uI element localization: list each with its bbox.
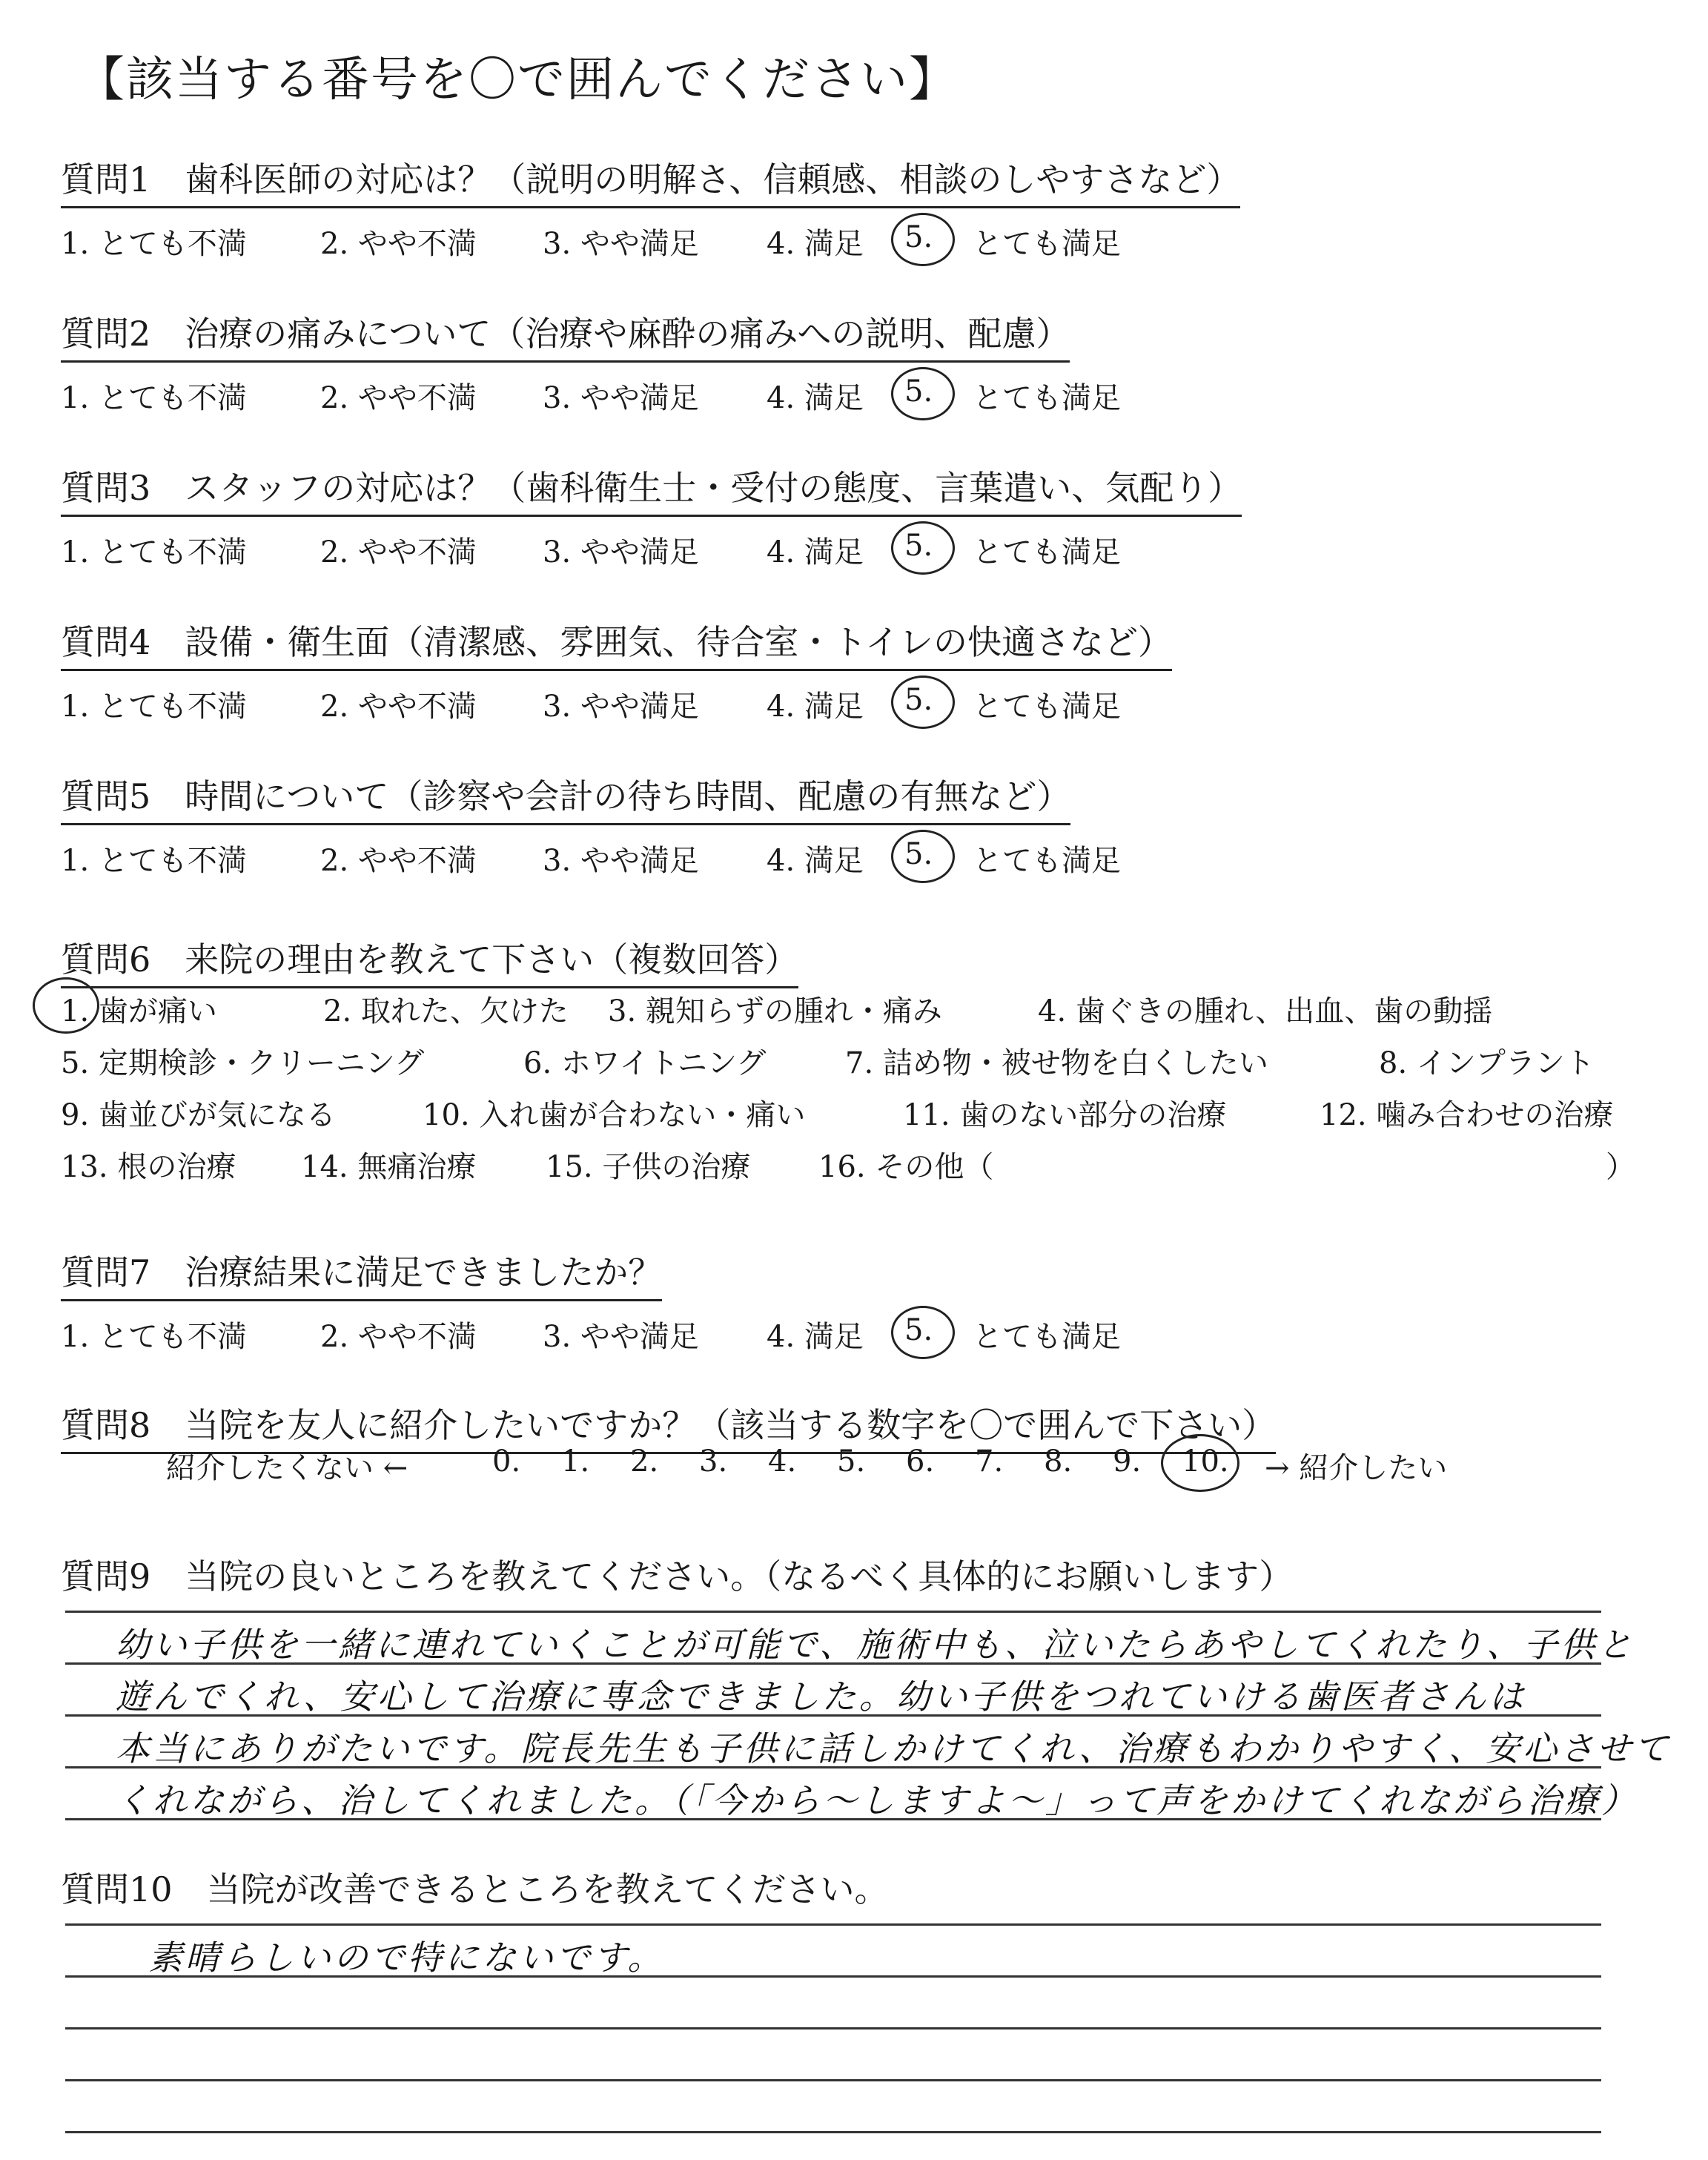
rating-option[interactable]: 2. やや不満 [320, 535, 477, 569]
reason-option[interactable]: 4. 歯ぐきの腫れ、出血、歯の動揺 [1038, 994, 1493, 1028]
rating-option[interactable]: 5. [904, 1313, 933, 1347]
question-3 [61, 461, 1242, 569]
question-6 [61, 933, 798, 988]
recommend-option[interactable]: 10. [1182, 1444, 1229, 1479]
handwritten-answer-line: くれながら、治してくれました。（「今から～しますよ～」って声をかけてくれながら治療） [116, 1780, 1638, 1820]
question-7-options [61, 1313, 1121, 1354]
reason-option[interactable]: 9. 歯並びが気になる [61, 1098, 336, 1132]
rating-option[interactable]: 5. [904, 683, 933, 717]
ruled-line [65, 1923, 1601, 1926]
question-10-title: 質問10 当院が改善できるところを教えてください。 [61, 1869, 889, 1909]
reason-option[interactable]: 10. 入れ歯が合わない・痛い [423, 1098, 806, 1132]
rating-option[interactable]: 3. やや満足 [543, 381, 699, 415]
reason-option[interactable]: 6. ホワイトニング [523, 1046, 767, 1080]
handwritten-answer-line: 遊んでくれ、安心して治療に専念できました。幼い子供をつれていける歯医者さんは [116, 1677, 1526, 1717]
reason-option[interactable]: 7. 詰め物・被せ物を白くしたい [845, 1046, 1268, 1080]
rating-options [61, 529, 1242, 569]
rating-options [61, 837, 1121, 878]
rating-option[interactable]: 2. やや不満 [320, 227, 477, 261]
rating-option[interactable]: 5. [904, 374, 933, 409]
rating-options [61, 683, 1172, 724]
ruled-line [65, 1611, 1601, 1613]
ruled-line [65, 2131, 1601, 2133]
reason-option[interactable]: 11. 歯のない部分の治療 [903, 1098, 1227, 1132]
q8-left-label: 紹介したくない ← [166, 1451, 408, 1485]
question-title: 質問1 歯科医師の対応は？（説明の明解さ、信頼感、相談のしやすさなど） [61, 153, 1240, 208]
reason-option[interactable]: 15. 子供の治療 [546, 1150, 751, 1184]
selected-recommend-circle [1161, 1434, 1239, 1492]
selected-answer-circle [891, 676, 955, 729]
rating-option[interactable]: 4. 満足 [767, 844, 864, 878]
rating-option[interactable]: 5. [904, 837, 933, 871]
question-2 [61, 307, 1121, 415]
recommend-option[interactable]: 5. [837, 1444, 866, 1479]
reason-option[interactable]: 14. 無痛治療 [301, 1150, 477, 1184]
handwritten-answer-line: 幼い子供を一緒に連れていくことが可能で、施術中も、泣いたらあやしてくれたり、子供と [116, 1625, 1635, 1665]
question-title: 質問2 治療の痛みについて（治療や麻酔の痛みへの説明、配慮） [61, 307, 1070, 363]
reason-option[interactable]: 16. その他（ [818, 1150, 994, 1184]
reason-option[interactable]: 13. 根の治療 [61, 1150, 236, 1184]
rating-option[interactable]: 4. 満足 [767, 227, 864, 261]
reason-option[interactable]: 1. 歯が痛い [61, 994, 217, 1028]
rating-option[interactable]: とても満足 [973, 535, 1121, 569]
reason-option[interactable]: ） [1606, 1150, 1635, 1184]
rating-option[interactable]: 1. とても不満 [61, 381, 247, 415]
rating-option[interactable]: 4. 満足 [767, 535, 864, 569]
reason-option[interactable]: 3. 親知らずの腫れ・痛み [608, 994, 942, 1028]
ruled-line [65, 2079, 1601, 2081]
rating-option[interactable]: 2. やや不満 [320, 844, 477, 878]
rating-option[interactable]: 1. とても不満 [61, 227, 247, 261]
recommend-option[interactable]: 2. [630, 1444, 659, 1479]
handwritten-answer-line: 本当にありがたいです。院長先生も子供に話しかけてくれ、治療もわかりやすく、安心させて [116, 1728, 1672, 1768]
rating-option[interactable]: とても満足 [973, 227, 1121, 261]
reason-option[interactable]: 5. 定期検診・クリーニング [61, 1046, 425, 1080]
recommend-option[interactable]: 9. [1113, 1444, 1142, 1479]
selected-answer-circle [891, 521, 955, 575]
question-title: 質問4 設備・衛生面（清潔感、雰囲気、待合室・トイレの快適さなど） [61, 615, 1172, 671]
selected-answer-circle [891, 830, 955, 883]
rating-options [61, 374, 1121, 415]
rating-option[interactable]: 2. やや不満 [320, 690, 477, 724]
question-1 [61, 153, 1241, 261]
rating-option[interactable]: 3. やや満足 [543, 1320, 699, 1354]
recommend-option[interactable]: 8. [1044, 1444, 1073, 1479]
question-title: 質問5 時間について（診察や会計の待ち時間、配慮の有無など） [61, 770, 1070, 825]
reason-option[interactable]: 8. インプラント [1379, 1046, 1595, 1080]
q8-right-label: → 紹介したい [1265, 1451, 1448, 1485]
rating-option[interactable]: とても満足 [973, 1320, 1121, 1354]
question-4 [61, 615, 1172, 724]
reason-option[interactable]: 12. 噛み合わせの治療 [1320, 1098, 1614, 1132]
rating-option[interactable]: 3. やや満足 [543, 535, 699, 569]
recommend-option[interactable]: 0. [492, 1444, 521, 1479]
selected-answer-circle [891, 1306, 955, 1359]
question-title: 質問3 スタッフの対応は？（歯科衛生士・受付の態度、言葉遣い、気配り） [61, 461, 1242, 517]
page-header: 【該当する番号を〇で囲んでください】 [77, 53, 958, 108]
question-8-title: 質問8 当院を友人に紹介したいですか？（該当する数字を〇で囲んで下さい） [61, 1398, 1276, 1454]
question-6-title: 質問6 来院の理由を教えて下さい（複数回答） [61, 933, 798, 988]
rating-option[interactable]: 3. やや満足 [543, 690, 699, 724]
question-7-title: 質問7 治療結果に満足できましたか？ [61, 1246, 662, 1301]
rating-option[interactable]: 1. とても不満 [61, 1320, 247, 1354]
rating-option[interactable]: 4. 満足 [767, 381, 864, 415]
selected-reason-circle [33, 977, 99, 1034]
rating-option[interactable]: 2. やや不満 [320, 381, 477, 415]
rating-option[interactable]: 1. とても不満 [61, 690, 247, 724]
question-9-title: 質問9 当院の良いところを教えてください。（なるべく具体的にお願いします） [61, 1556, 1294, 1596]
recommend-option[interactable]: 7. [975, 1444, 1004, 1479]
rating-option[interactable]: 3. やや満足 [543, 844, 699, 878]
selected-answer-circle [891, 367, 955, 420]
ruled-line [65, 2027, 1601, 2029]
recommend-option[interactable]: 1. [561, 1444, 590, 1479]
rating-option[interactable]: 3. やや満足 [543, 227, 699, 261]
rating-option[interactable]: 2. やや不満 [320, 1320, 477, 1354]
question-5 [61, 770, 1121, 878]
rating-options [61, 220, 1240, 261]
rating-option[interactable]: 4. 満足 [767, 690, 864, 724]
question-7 [61, 1246, 1121, 1354]
recommend-option[interactable]: 3. [699, 1444, 728, 1479]
rating-option[interactable]: 4. 満足 [767, 1320, 864, 1354]
rating-option[interactable]: とても満足 [973, 381, 1121, 415]
selected-answer-circle [891, 213, 955, 266]
recommend-option[interactable]: 6. [906, 1444, 935, 1479]
rating-option[interactable]: 1. とても不満 [61, 844, 247, 878]
rating-option[interactable]: とても満足 [973, 844, 1121, 878]
rating-option[interactable]: とても満足 [973, 690, 1121, 724]
rating-option[interactable]: 5. [904, 529, 933, 563]
reason-option[interactable]: 2. 取れた、欠けた [323, 994, 569, 1028]
rating-option[interactable]: 1. とても不満 [61, 535, 247, 569]
recommend-option[interactable]: 4. [768, 1444, 797, 1479]
rating-option[interactable]: 5. [904, 220, 933, 254]
handwritten-answer-line: 素晴らしいので特にないです。 [148, 1938, 665, 1978]
